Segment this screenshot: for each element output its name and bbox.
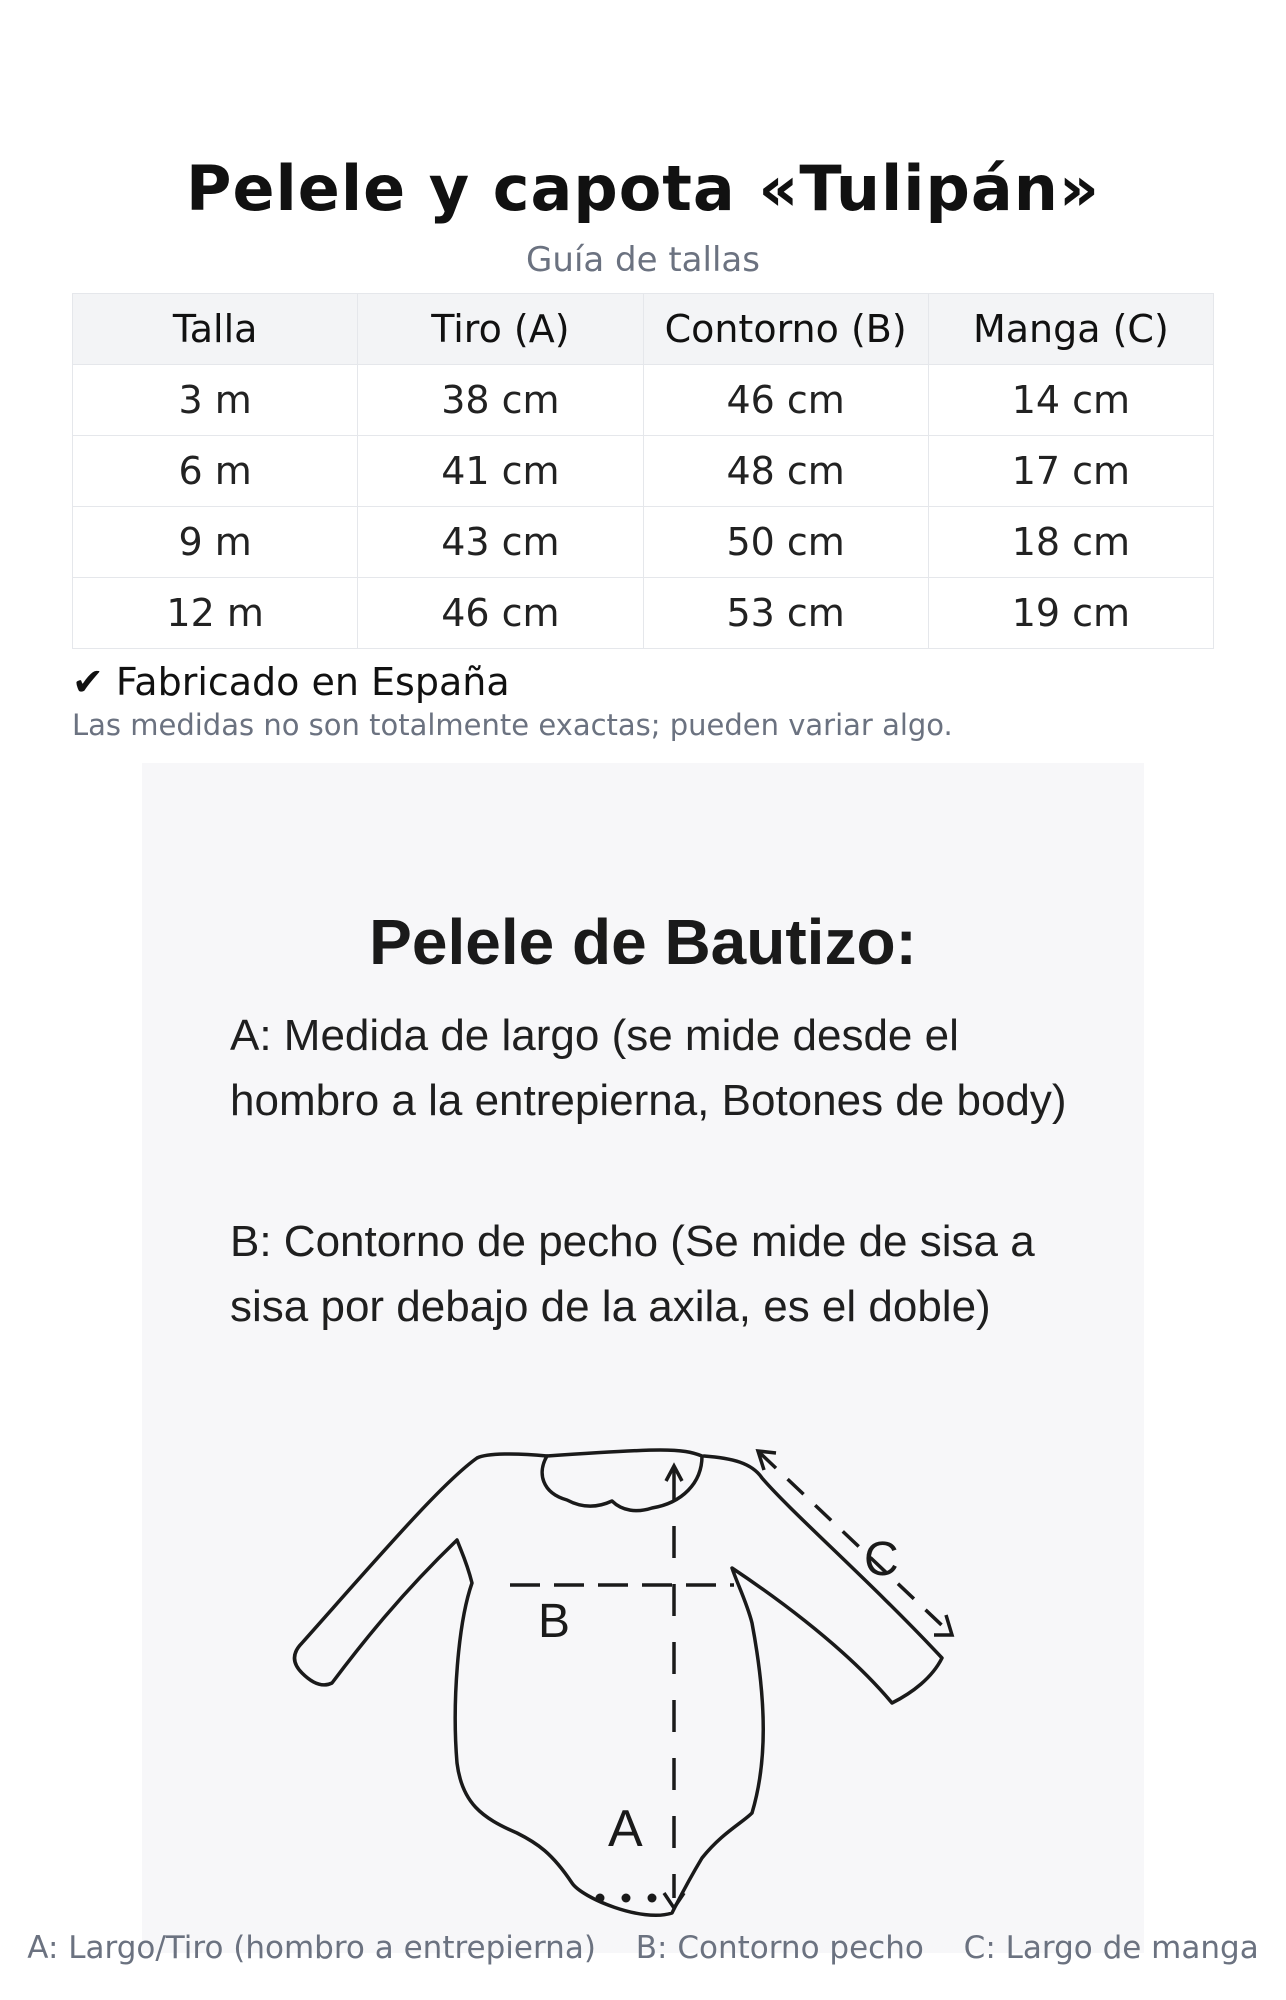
legend-c: C: Largo de manga bbox=[963, 1930, 1259, 1966]
guide-description-b: B: Contorno de pecho (Se mide de sisa a sisa por debajo de la axila, es el doble) bbox=[230, 1217, 1035, 1331]
table-row bbox=[73, 436, 1214, 507]
diagram-label-a: A bbox=[608, 1800, 643, 1858]
column-header: Tiro (A) bbox=[358, 294, 643, 365]
table-row bbox=[73, 365, 1214, 436]
table-cell: 46 cm bbox=[643, 365, 928, 436]
snap-button bbox=[596, 1894, 605, 1903]
table-row bbox=[73, 578, 1214, 649]
measurement-note: Las medidas no son totalmente exactas; pueden variar algo. bbox=[72, 708, 953, 742]
diagram-label-c: C bbox=[864, 1533, 899, 1586]
table-header-row bbox=[73, 294, 1214, 365]
table-cell: 46 cm bbox=[358, 578, 643, 649]
table-cell: 41 cm bbox=[358, 436, 643, 507]
table-cell: 12 m bbox=[73, 578, 358, 649]
collar-outline bbox=[542, 1450, 702, 1511]
table-cell: 48 cm bbox=[643, 436, 928, 507]
measurement-legend bbox=[0, 1930, 1286, 1966]
table-cell: 43 cm bbox=[358, 507, 643, 578]
column-header: Contorno (B) bbox=[643, 294, 928, 365]
guide-description-a: A: Medida de largo (se mide desde el hombro a la entrepierna, Botones de body) bbox=[230, 1011, 1067, 1125]
table-cell: 3 m bbox=[73, 365, 358, 436]
guide-title: Pelele de Bautizo: bbox=[369, 906, 917, 978]
table-cell: 17 cm bbox=[928, 436, 1213, 507]
column-header: Manga (C) bbox=[928, 294, 1213, 365]
column-header: Talla bbox=[73, 294, 358, 365]
snap-button bbox=[648, 1894, 657, 1903]
table-row bbox=[73, 507, 1214, 578]
page-subtitle: Guía de tallas bbox=[526, 240, 760, 280]
table-cell: 18 cm bbox=[928, 507, 1213, 578]
table-cell: 14 cm bbox=[928, 365, 1213, 436]
snap-button bbox=[622, 1894, 631, 1903]
table-cell: 19 cm bbox=[928, 578, 1213, 649]
legend-b: B: Contorno pecho bbox=[635, 1930, 924, 1966]
size-table bbox=[72, 293, 1214, 649]
legend-a: A: Largo/Tiro (hombro a entrepierna) bbox=[27, 1930, 596, 1966]
diagram-label-b: B bbox=[538, 1595, 571, 1648]
table-cell: 9 m bbox=[73, 507, 358, 578]
table-cell: 6 m bbox=[73, 436, 358, 507]
origin-label: ✔ Fabricado en España bbox=[72, 660, 510, 704]
table-cell: 53 cm bbox=[643, 578, 928, 649]
page-title: Pelele y capota «Tulipán» bbox=[186, 152, 1100, 225]
table-cell: 38 cm bbox=[358, 365, 643, 436]
measurement-guide-image bbox=[142, 763, 1144, 1953]
bodysuit-diagram bbox=[142, 763, 1144, 1953]
table-cell: 50 cm bbox=[643, 507, 928, 578]
